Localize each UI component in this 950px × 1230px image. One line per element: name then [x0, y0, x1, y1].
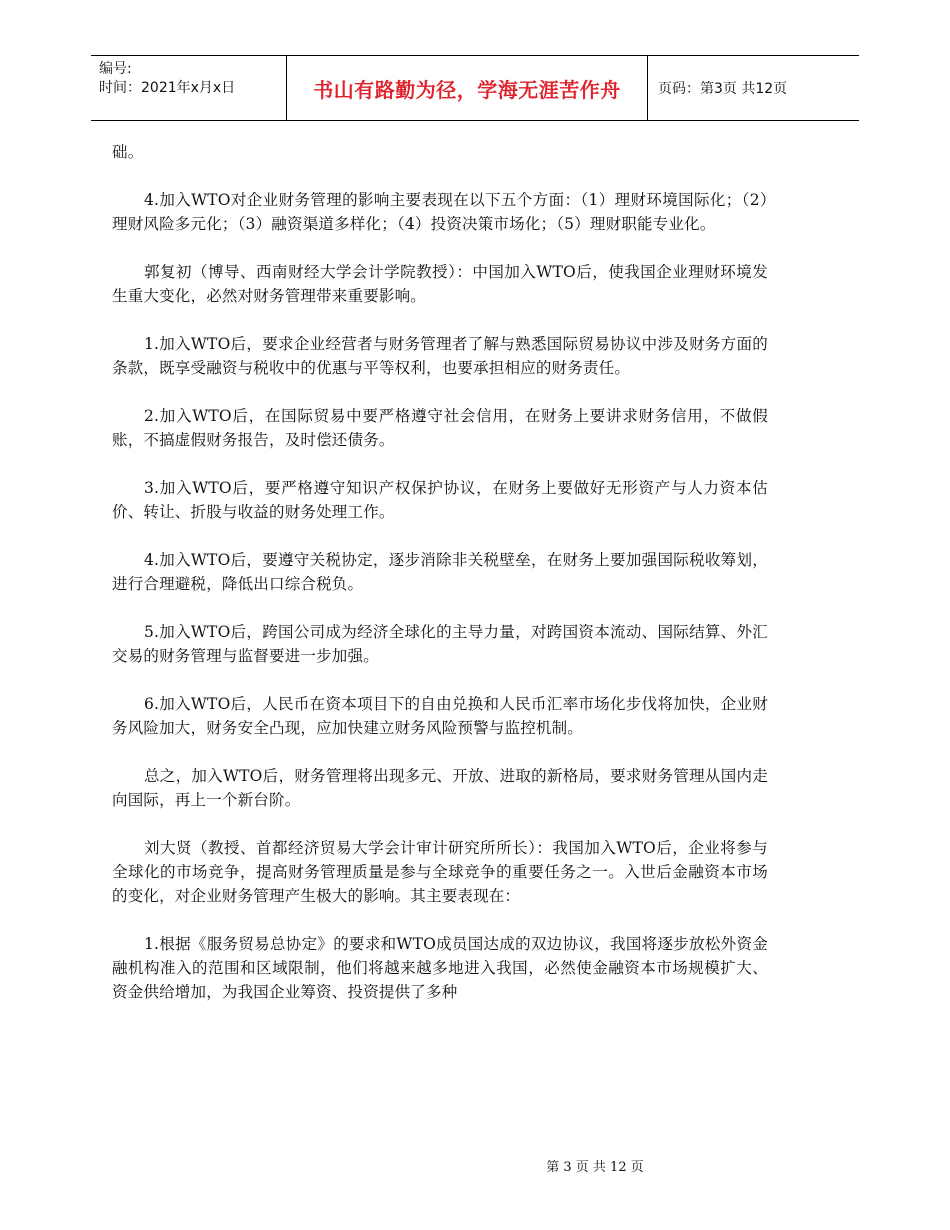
document-body: [112, 140, 768, 1028]
document-time-label: 时间：2021年x月x日: [99, 80, 236, 96]
page-header: [91, 55, 859, 121]
header-page-info: [648, 56, 859, 120]
document-number-label: 编号:: [99, 61, 132, 77]
paragraph: 4.加入WTO对企业财务管理的影响主要表现在以下五个方面：（1）理财环境国际化；（2）理财风险多元化；（3）融资渠道多样化；（4）投资决策市场化；（5）理财职能专业化。: [112, 191, 768, 233]
paragraph: 郭复初（博导、西南财经大学会计学院教授）：中国加入WTO后，使我国企业理财环境发生重大变化，必然对财务管理带来重要影响。: [112, 263, 768, 305]
paragraph: 刘大贤（教授、首都经济贸易大学会计审计研究所所长）：我国加入WTO后，企业将参与全球化的市场竞争，提高财务管理质量是参与全球竞争的重要任务之一。入世后金融资本市场的变化，对企业财务管理产生极大的影响。其主要表现在：: [112, 839, 768, 905]
footer-page-number: 第 3 页 共 12 页: [546, 1160, 644, 1175]
paragraph: 1.加入WTO后，要求企业经营者与财务管理者了解与熟悉国际贸易协议中涉及财务方面的条款，既享受融资与税收中的优惠与平等权利，也要承担相应的财务责任。: [112, 335, 768, 377]
paragraph: 6.加入WTO后，人民币在资本项目下的自由兑换和人民币汇率市场化步伐将加快，企业财务风险加大，财务安全凸现，应加快建立财务风险预警与监控机制。: [112, 695, 768, 737]
paragraph: 4.加入WTO后，要遵守关税协定，逐步消除非关税壁垒，在财务上要加强国际税收筹划，进行合理避税，降低出口综合税负。: [112, 551, 768, 593]
paragraph: 2.加入WTO后，在国际贸易中要严格遵守社会信用，在财务上要讲求财务信用，不做假账，不搞虚假财务报告，及时偿还债务。: [112, 407, 768, 449]
paragraph: 5.加入WTO后，跨国公司成为经济全球化的主导力量，对跨国资本流动、国际结算、外汇交易的财务管理与监督要进一步加强。: [112, 623, 768, 665]
paragraph-continuation: 础。: [112, 143, 144, 161]
header-motto: [286, 56, 648, 120]
paragraph: 3.加入WTO后，要严格遵守知识产权保护协议，在财务上要做好无形资产与人力资本估价、转让、折股与收益的财务处理工作。: [112, 479, 768, 521]
motto-text: 书山有路勤为径，学海无涯苦作舟: [313, 77, 621, 102]
paragraph: 总之，加入WTO后，财务管理将出现多元、开放、进取的新格局，要求财务管理从国内走向国际，再上一个新台阶。: [112, 767, 768, 809]
paragraph: 1.根据《服务贸易总协定》的要求和WTO成员国达成的双边协议，我国将逐步放松外资金融机构准入的范围和区域限制，他们将越来越多地进入我国，必然使金融资本市场规模扩大、资金供给增加，为我国企业筹资、投资提供了多种: [112, 935, 768, 1001]
page-footer: [0, 1156, 950, 1175]
page-number-label: 页码：第3页 共12页: [658, 81, 788, 97]
header-meta: [91, 56, 286, 120]
